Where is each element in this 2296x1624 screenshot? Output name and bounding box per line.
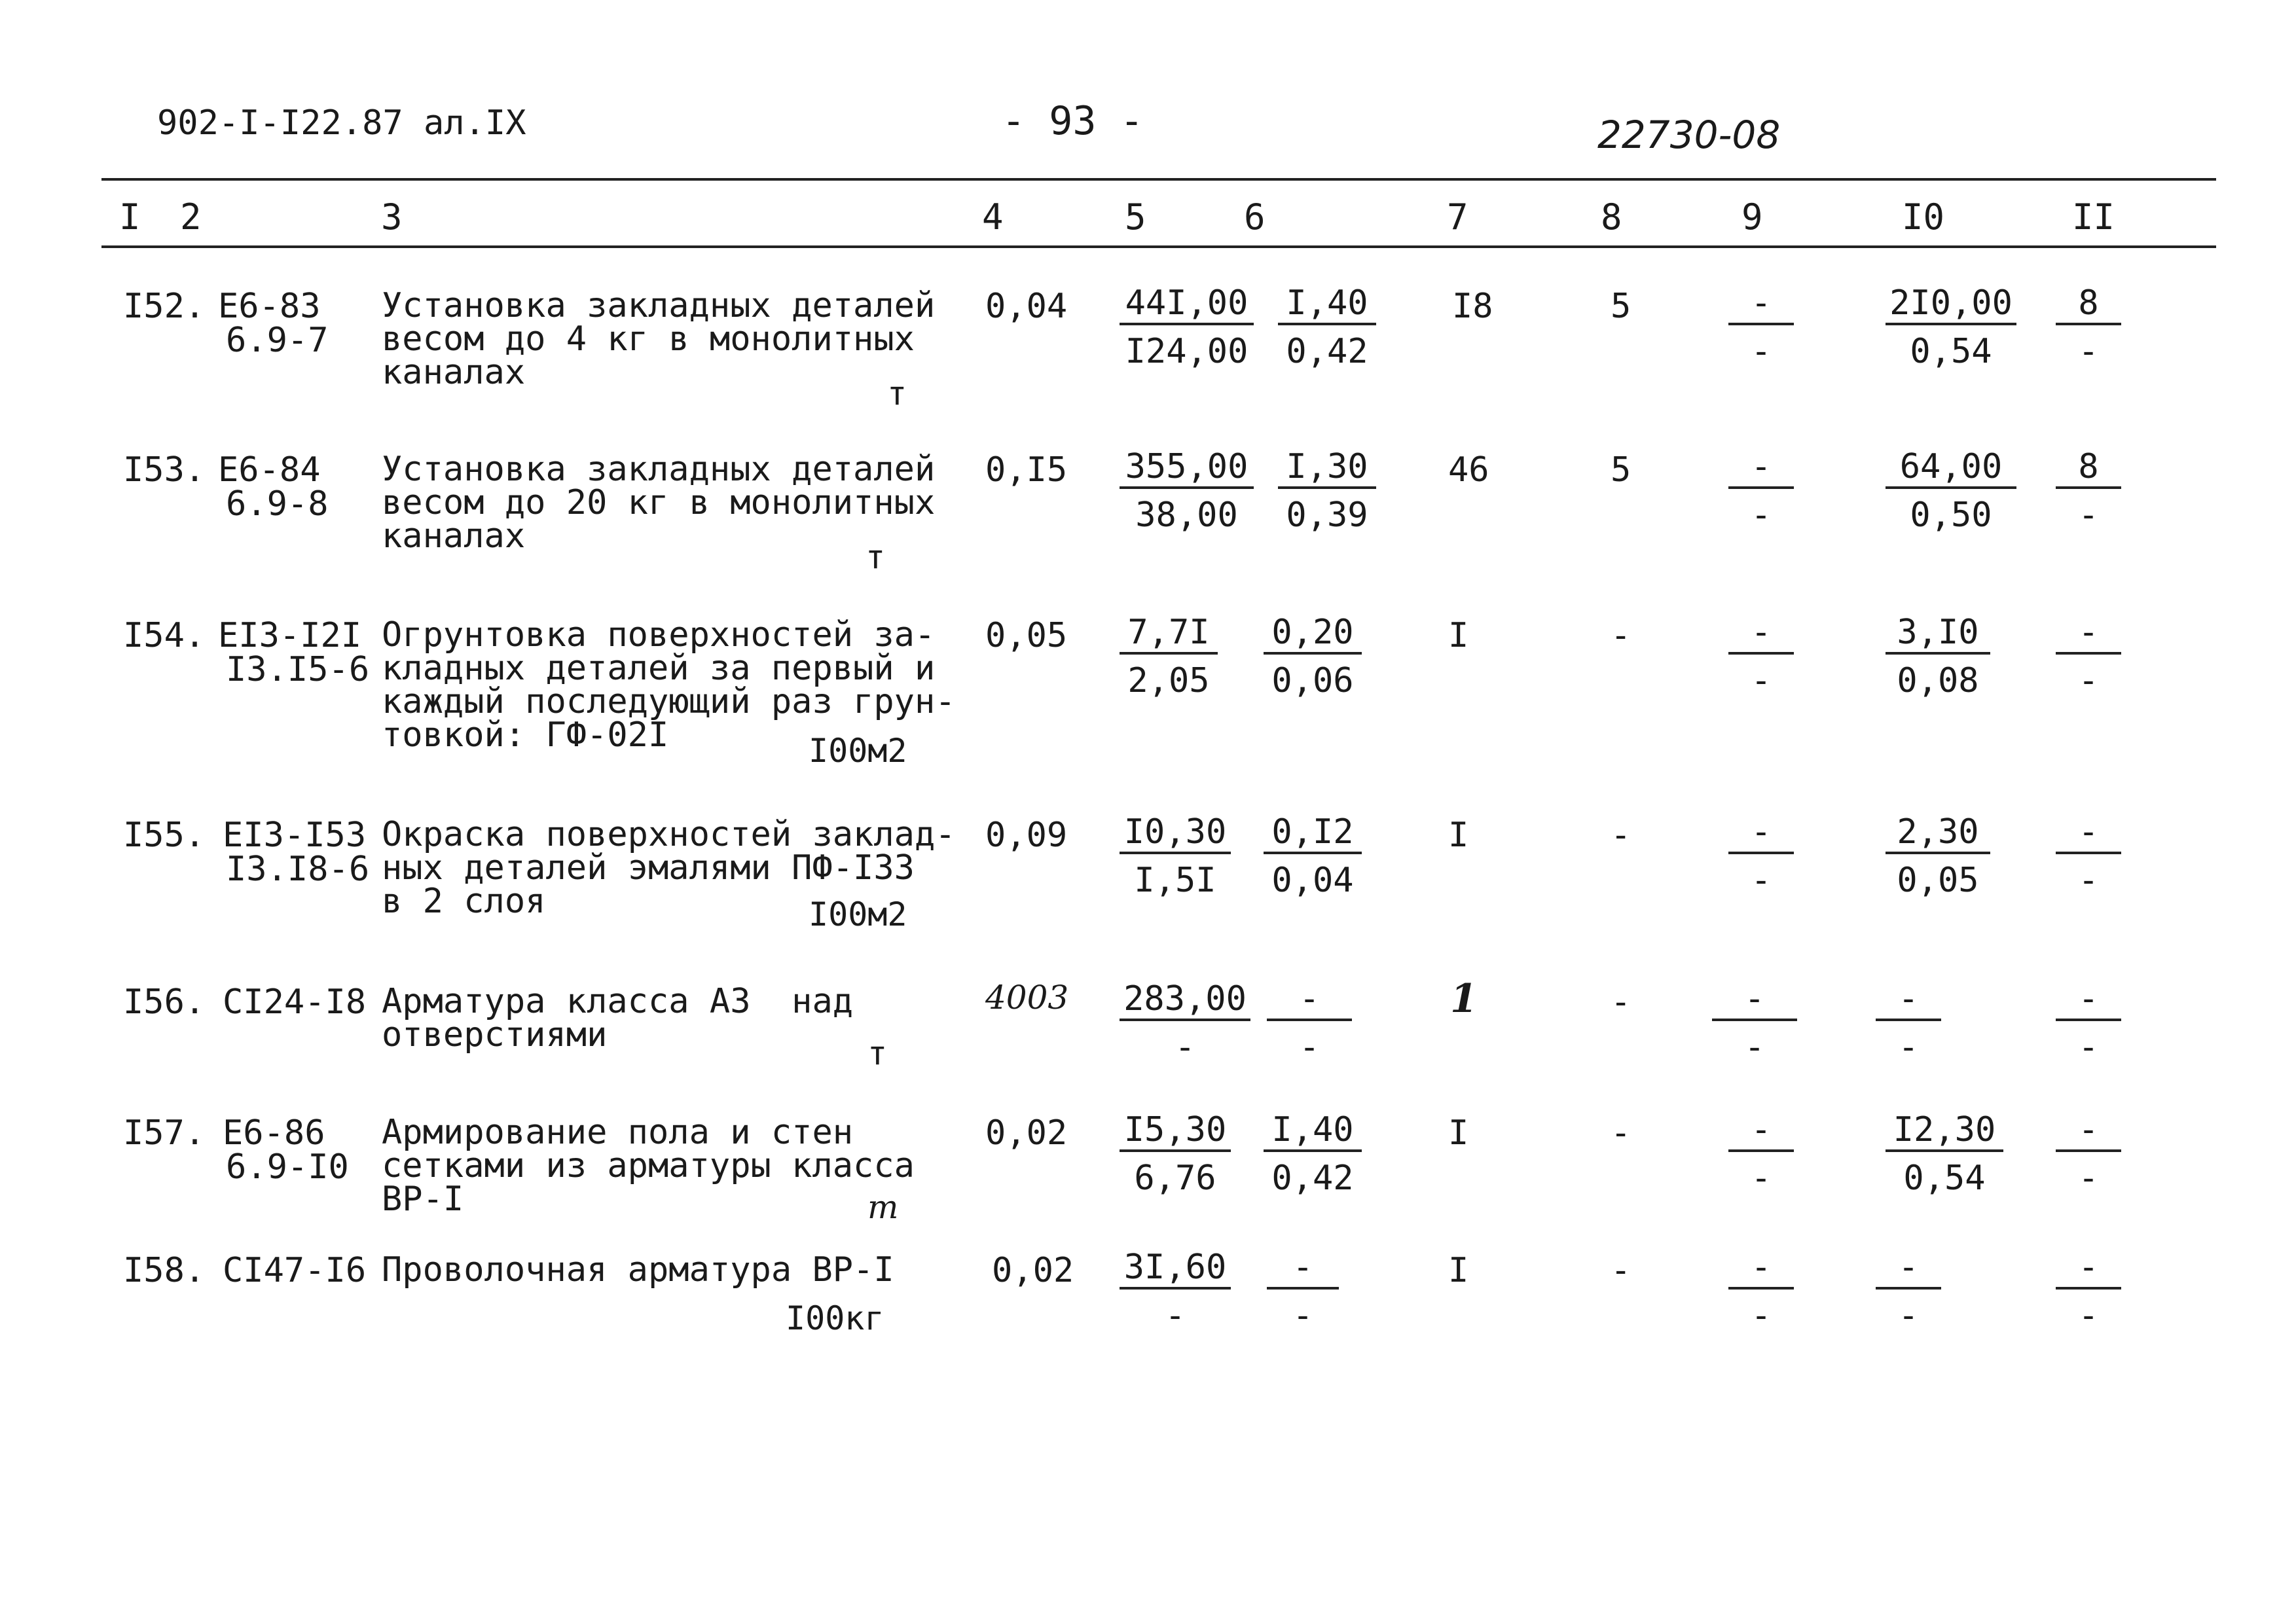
col-header-6: 6	[1244, 196, 1266, 238]
unit-of-measure: т	[867, 1188, 899, 1226]
row-number: I54.	[123, 616, 206, 655]
col10-value: - -	[1876, 982, 1941, 1064]
col-header-2: 2	[180, 196, 202, 238]
work-description: Установка закладных деталей весом до 4 кг в монолитных каналах	[382, 286, 936, 392]
col6-value: $\frac{I,30}{0,39}$	[1278, 450, 1376, 532]
work-description: Проволочная арматура ВР-I	[382, 1250, 894, 1290]
col11-value: - -	[2056, 982, 2121, 1064]
norm-code: СI47-I6	[223, 1251, 367, 1290]
col-header-8: 8	[1601, 196, 1622, 238]
work-description: Арматура класса А3 над отверстиями	[382, 982, 854, 1055]
norm-subcode: 6.9-8	[226, 484, 329, 524]
col6-value: $\frac{I,40}{0,42}$	[1264, 1113, 1362, 1195]
col9-value: - -	[1728, 1113, 1794, 1195]
col10-value: $\frac{3,I0}{0,08}$	[1886, 615, 1990, 698]
col6-value: $\frac{I,40}{0,42}$	[1278, 286, 1376, 369]
col9-value: - -	[1712, 982, 1797, 1064]
col10-value: $\frac{64,00}{0,50}$	[1886, 450, 2016, 532]
col9-value: - -	[1728, 450, 1794, 532]
row-number: I56.	[123, 983, 206, 1022]
col5-value: $\frac{355,00}{38,00}$	[1120, 450, 1254, 532]
work-description: Армирование пола и стен сетками из арматуры класса ВР-I	[382, 1113, 915, 1219]
col7-value: I8	[1452, 287, 1493, 326]
col7-value: I	[1448, 1251, 1469, 1290]
col5-value: 3I,60 -	[1120, 1250, 1231, 1333]
table-top-rule	[101, 178, 2216, 181]
quantity: 0,04	[985, 287, 1068, 326]
col7-value: 46	[1448, 450, 1489, 490]
col8-value: -	[1611, 1251, 1631, 1290]
col9-value: - -	[1728, 615, 1794, 698]
quantity-handwritten: 4003	[985, 979, 1069, 1017]
col8-value: -	[1611, 816, 1631, 855]
col11-value: - -	[2056, 1250, 2121, 1333]
col-header-1: I	[119, 196, 141, 238]
norm-subcode: 6.9-I0	[226, 1147, 349, 1187]
col6-value: - -	[1267, 1250, 1339, 1333]
col11-value: - -	[2056, 1113, 2121, 1195]
norm-code: ЕI3-I53	[223, 816, 367, 855]
col7-value-handwritten: 1	[1450, 976, 1478, 1022]
row-number: I53.	[123, 450, 206, 490]
norm-code: Е6-86	[223, 1113, 325, 1153]
col5-value: $\frac{7,7I}{2,05}$	[1120, 615, 1218, 698]
col8-value: -	[1611, 983, 1631, 1022]
col7-value: I	[1448, 816, 1469, 855]
row-number: I58.	[123, 1251, 206, 1290]
col11-value: - -	[2056, 615, 2121, 698]
work-description: Огрунтовка поверхностей за- кладных деталей за первый и каждый последующий раз грун- товкой: ГФ-02I	[382, 615, 956, 755]
norm-subcode: I3.I8-6	[226, 850, 370, 889]
col5-value: $\frac{I5,30}{6,76}$	[1120, 1113, 1231, 1195]
col5-value: 283,00 -	[1120, 982, 1250, 1064]
col6-value: - -	[1267, 982, 1352, 1064]
col5-value: $\frac{44I,00}{I24,00}$	[1120, 286, 1254, 369]
row-number: I57.	[123, 1113, 206, 1153]
col9-value: - -	[1728, 1250, 1794, 1333]
col11-value: 8 -	[2056, 450, 2121, 532]
norm-code: ЕI3-I2I	[218, 616, 362, 655]
unit-of-measure: I00м2	[809, 732, 907, 770]
col8-value: -	[1611, 616, 1631, 655]
col-header-11: II	[2072, 196, 2115, 238]
col10-value: - -	[1876, 1250, 1941, 1333]
col10-value: $\frac{2,30}{0,05}$	[1886, 815, 1990, 897]
quantity: 0,09	[985, 816, 1068, 855]
unit-of-measure: т	[867, 1034, 888, 1072]
col-header-10: I0	[1902, 196, 1945, 238]
col-header-4: 4	[982, 196, 1004, 238]
norm-subcode: 6.9-7	[226, 321, 329, 360]
norm-code: Е6-84	[218, 450, 321, 490]
col10-value: $\frac{I2,30}{0,54}$	[1886, 1113, 2003, 1195]
col-header-7: 7	[1447, 196, 1468, 238]
col6-value: $\frac{0,I2}{0,04}$	[1264, 815, 1362, 897]
col-header-3: 3	[381, 196, 403, 238]
col9-value: - -	[1728, 286, 1794, 369]
col9-value: - -	[1728, 815, 1794, 897]
unit-of-measure: т	[887, 374, 907, 412]
norm-subcode: I3.I5-6	[226, 650, 370, 689]
col-header-9: 9	[1741, 196, 1763, 238]
col11-value: 8 -	[2056, 286, 2121, 369]
unit-of-measure: I00м2	[809, 895, 907, 933]
quantity: 0,02	[992, 1251, 1074, 1290]
col7-value: I	[1448, 1113, 1469, 1153]
work-description: Окраска поверхностей заклад- ных деталей эмалями ПФ-I33 в 2 слоя	[382, 815, 956, 921]
col6-value: $\frac{0,20}{0,06}$	[1264, 615, 1362, 698]
col8-value: 5	[1611, 450, 1631, 490]
row-number: I55.	[123, 816, 206, 855]
col10-value: $\frac{2I0,00}{0,54}$	[1886, 286, 2016, 369]
registry-number: 22730-08	[1597, 113, 1781, 157]
col11-value: - -	[2056, 815, 2121, 897]
page-number: - 93 -	[1002, 98, 1144, 144]
col7-value: I	[1448, 616, 1469, 655]
col8-value: -	[1611, 1113, 1631, 1153]
quantity: 0,02	[985, 1113, 1068, 1153]
col-header-5: 5	[1125, 196, 1146, 238]
quantity: 0,05	[985, 616, 1068, 655]
norm-code: Е6-83	[218, 287, 321, 326]
table-header-rule	[101, 245, 2216, 248]
unit-of-measure: т	[866, 538, 886, 576]
col8-value: 5	[1611, 287, 1631, 326]
work-description: Установка закладных деталей весом до 20 кг в монолитных каналах	[382, 450, 936, 556]
document-code: 902-I-I22.87 ал.IX	[157, 103, 526, 143]
col5-value: $\frac{I0,30}{I,5I}$	[1120, 815, 1231, 897]
quantity: 0,I5	[985, 450, 1068, 490]
unit-of-measure: I00кг	[786, 1299, 884, 1337]
row-number: I52.	[123, 287, 206, 326]
norm-code: СI24-I8	[223, 983, 367, 1022]
